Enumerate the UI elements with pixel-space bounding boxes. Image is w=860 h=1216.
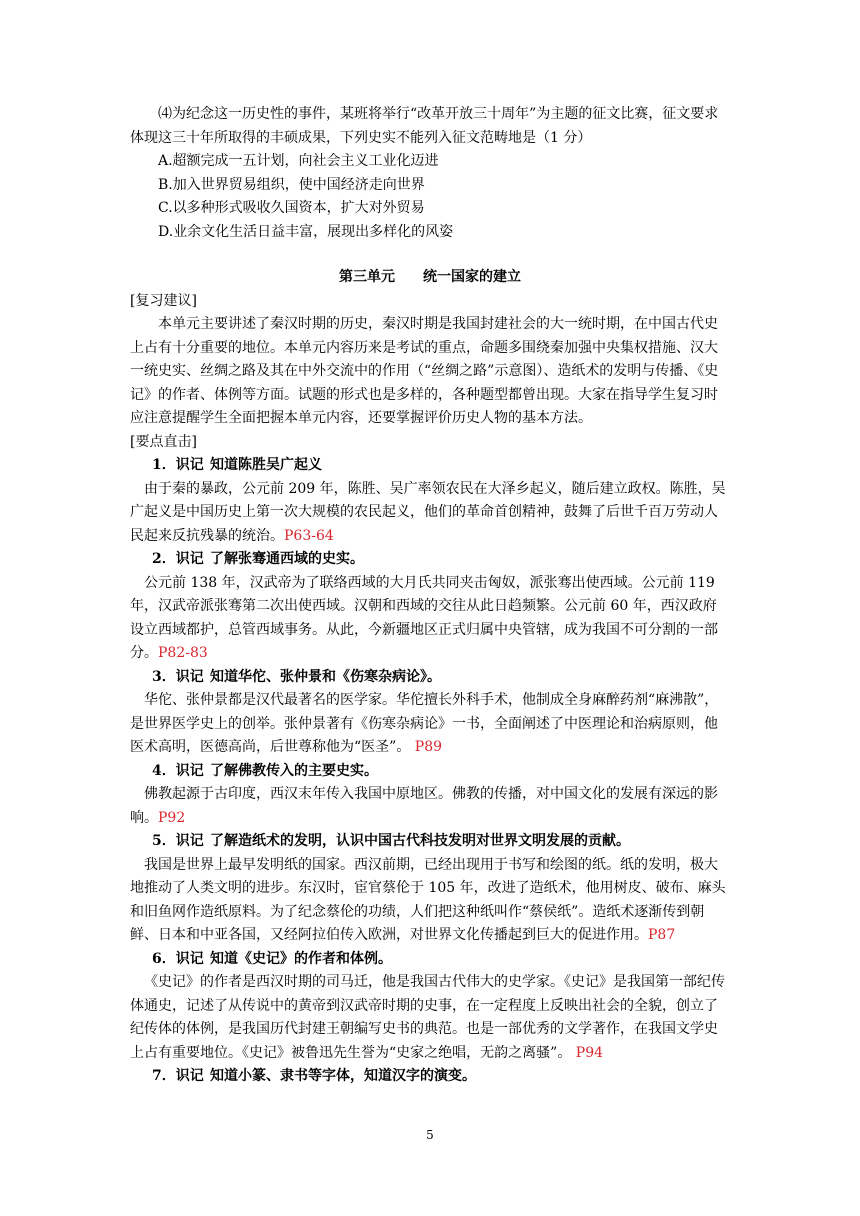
page-number: 5 bbox=[426, 1128, 434, 1142]
page-ref-6: P94 bbox=[575, 1044, 604, 1061]
page-ref-1: P63-64 bbox=[284, 527, 334, 544]
item-text-6: 《史记》的作者是西汉时期的司马迁，他是我国古代伟大的史学家。《史记》是我国第一部纪传体通史，记述了从传说中的黄帝到汉武帝时期的史事，在一定程度上反映出社会的全貌，创立了纪传体的体例，是我国历代封建王朝编写史书的典范。也是一部优秀的文学著作，在我国文学史上占有重要地位。《史记》被鲁迅先生誉为“史家之绝唱，无韵之离骚”。 P94 bbox=[130, 974, 725, 1061]
item-text-2: 公元前 138 年，汉武帝为了联络西域的大月氏共同夹击匈奴，派张骞出使西域。公元前 119 年，汉武帝派张骞第二次出使西域。汉朝和西域的交往从此日趋频繁。公元前 60 年，西汉政府设立西域都护，总管西域事务。从此，今新疆地区正式归属中央管辖，成为我国不可分割的一部分。P82-83 bbox=[130, 574, 718, 661]
review-heading: [复习建议] bbox=[130, 292, 197, 309]
item-title-5: 5．识记 了解造纸术的发明，认识中国古代科技发明对世界文明发展的贡献。 bbox=[152, 833, 630, 849]
unit-title bbox=[130, 266, 730, 290]
key-points-heading: [要点直击] bbox=[130, 433, 197, 450]
option-d: D.业余文化生活日益丰富，展现出多样化的风姿 bbox=[158, 223, 454, 240]
page-ref-4: P92 bbox=[158, 809, 186, 826]
unit-name: 统一国家的建立 bbox=[423, 269, 521, 285]
unit-number: 第三单元 bbox=[339, 269, 395, 285]
review-text: 本单元主要讲述了秦汉时期的历史，秦汉时期是我国封建社会的大一统时期，在中国古代史上占有十分重要的地位。本单元内容历来是考试的重点，命题多围绕秦加强中央集权措施、汉大一统史实、丝绸之路及其在中外交流中的作用（“丝绸之路”示意图）、造纸术的发明与传播、《史记》的作者、体例等方面。试题的形式也是多样的，各种题型都曾出现。大家在指导学生复习时应注意提醒学生全面把握本单元内容，还要掌握评价历史人物的基本方法。 bbox=[130, 316, 719, 426]
item-title-1: 1．识记 知道陈胜吴广起义 bbox=[152, 457, 322, 473]
page-ref-2: P82-83 bbox=[158, 645, 208, 661]
item-title-2: 2．识记 了解张骞通西域的史实。 bbox=[152, 551, 364, 567]
page-ref-5: P87 bbox=[648, 927, 676, 943]
item-title-3: 3．识记 知道华佗、张仲景和《伤寒杂病论》。 bbox=[152, 668, 441, 685]
item-text-3: 华佗、张仲景都是汉代最著名的医学家。华佗擅长外科手术，他制成全身麻醉药剂“麻沸散”，是世界医学史上的创举。张仲景著有《伤寒杂病论》一书，全面阐述了中医理论和治病原则，他医术高明，医德高尚，后世尊称他为“医圣”。 P89 bbox=[130, 692, 719, 755]
item-text-5: 我国是世界上最早发明纸的国家。西汉前期，已经出现用于书写和绘图的纸。纸的发明，极大地推动了人类文明的进步。东汉时，宦官蔡伦于 105 年，改进了造纸术，他用树皮、破布、麻头和旧鱼网作造纸原料。为了纪念蔡伦的功绩，人们把这种纸叫作“蔡侯纸”。造纸术逐渐传到朝鲜、日本和中亚各国，又经阿拉伯传入欧洲，对世界文化传播起到巨大的促进作用。P87 bbox=[130, 856, 726, 943]
item-text-1: 由于秦的暴政，公元前 209 年，陈胜、吴广率领农民在大泽乡起义，随后建立政权。陈胜，吴广起义是中国历史上第一次大规模的农民起义，他们的革命首创精神，鼓舞了后世千百万劳动人民起来反抗残暴的统治。P63-64 bbox=[130, 480, 726, 544]
question-stem: ⑷为纪念这一历史性的事件，某班将举行“改革开放三十周年”为主题的征文比赛，征文要求体现这三十年所取得的丰硕成果，下列史实不能列入征文范畴地是（1 分） bbox=[130, 106, 719, 146]
option-b: B.加入世界贸易组织，使中国经济走向世界 bbox=[158, 176, 425, 193]
option-a: A.超额完成一五计划，向社会主义工业化迈进 bbox=[158, 153, 439, 169]
item-title-6: 6．识记 知道《史记》的作者和体例。 bbox=[152, 950, 392, 967]
item-title-7: 7．识记 知道小篆、隶书等字体，知道汉字的演变。 bbox=[152, 1068, 476, 1084]
option-c: C.以多种形式吸收久国资本，扩大对外贸易 bbox=[158, 200, 425, 216]
page-ref-3: P89 bbox=[414, 739, 443, 755]
item-title-4: 4．识记 了解佛教传入的主要史实。 bbox=[152, 762, 378, 779]
item-text-4: 佛教起源于古印度，西汉末年传入我国中原地区。佛教的传播，对中国文化的发展有深远的影响。P92 bbox=[130, 786, 718, 826]
page-content bbox=[130, 103, 730, 1089]
